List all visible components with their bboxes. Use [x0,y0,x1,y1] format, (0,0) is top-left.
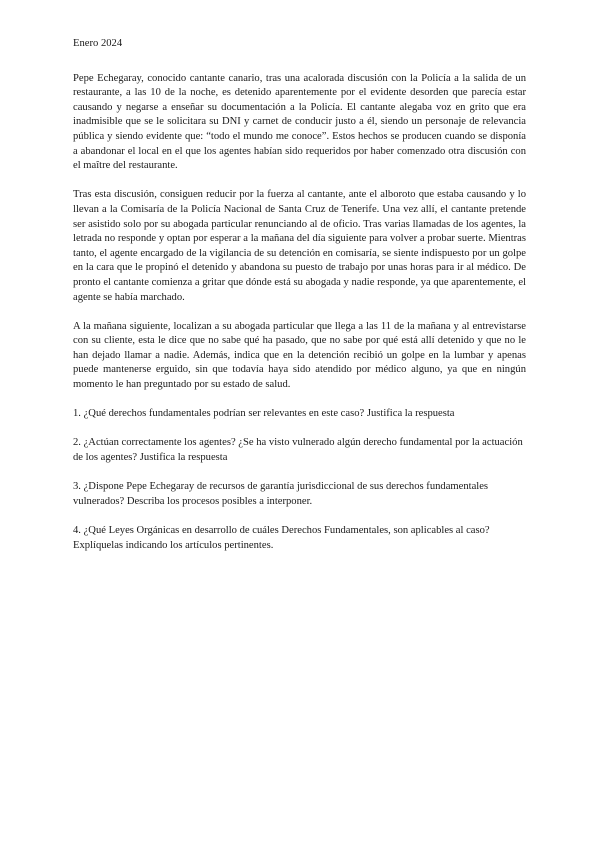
question-3: 3. ¿Dispone Pepe Echegaray de recursos de garantía jurisdiccional de sus derechos fundamentales vulnerados? Describa los procesos posibles a interponer. [73,481,489,507]
document-body [73,37,526,568]
question-2: 2. ¿Actúan correctamente los agentes? ¿Se ha visto vulnerado algún derecho fundamental por la actuación de los agentes? Justifica la respuesta [73,437,523,464]
document-date: Enero 2024 [73,38,123,49]
case-paragraph-3: A la mañana siguiente, localizan a su abogada particular que llega a las 11 de la mañana y al entrevistarse con su cliente, esta le dice que no sabe qué ha pasado, que no sabe por qué está allí detenido y que no le han dejado llamar a nadie. Además, indica que en la detención recibió un golpe en la lumbar y apenas puede mantenerse erguido, sin que todavía haya sido atendido por médico alguno, ya que en ningún momento le han preguntado por su estado de salud. [73,320,526,391]
question-1: 1. ¿Qué derechos fundamentales podrían ser relevantes en este caso? Justifica la respuesta [73,408,455,420]
case-paragraph-1: Pepe Echegaray, conocido cantante canario, tras una acalorada discusión con la Policía a la salida de un restaurante, a las 10 de la noche, es detenido aparentemente por el evidente desorden que parecía estar causando y negarse a enseñar su documentación a la Policía. El cantante alegaba voz en grito que era inadmisible que se le solicitara su DNI y carnet de conducir justo a él, siendo un personaje de relevancia pública y siendo evidente que: “todo el mundo me conoce”. Estos hechos se producen cuando se disponía a abandonar el local en el que los agentes habían sido requeridos por haber comenzado otra discusión con el maître del restaurante. [73,72,526,172]
case-paragraph-2: Tras esta discusión, consiguen reducir por la fuerza al cantante, ante el alboroto que estaba causando y lo llevan a la Comisaría de la Policía Nacional de Santa Cruz de Tenerife. Una vez allí, el cantante pretende ser asistido solo por su abogada particular renunciando al de oficio. Tras varias llamadas de los agentes, la letrada no responde y optan por esperar a la mañana del día siguiente para volver a probar suerte. Mientras tanto, el agente encargado de la vigilancia de su detención en comisaría, se siente indispuesto por un golpe en la cara que le propinó el detenido y abandona su puesto de trabajo por unas horas para ir al médico. De pronto el cantante comienza a gritar que dónde está su abogada y nadie responde, ya que aparentemente, el agente se había marchado. [73,189,526,303]
question-4: 4. ¿Qué Leyes Orgánicas en desarrollo de cuáles Derechos Fundamentales, son aplicables al caso? Explíquelas indicando los artículos pertinentes. [73,525,490,551]
